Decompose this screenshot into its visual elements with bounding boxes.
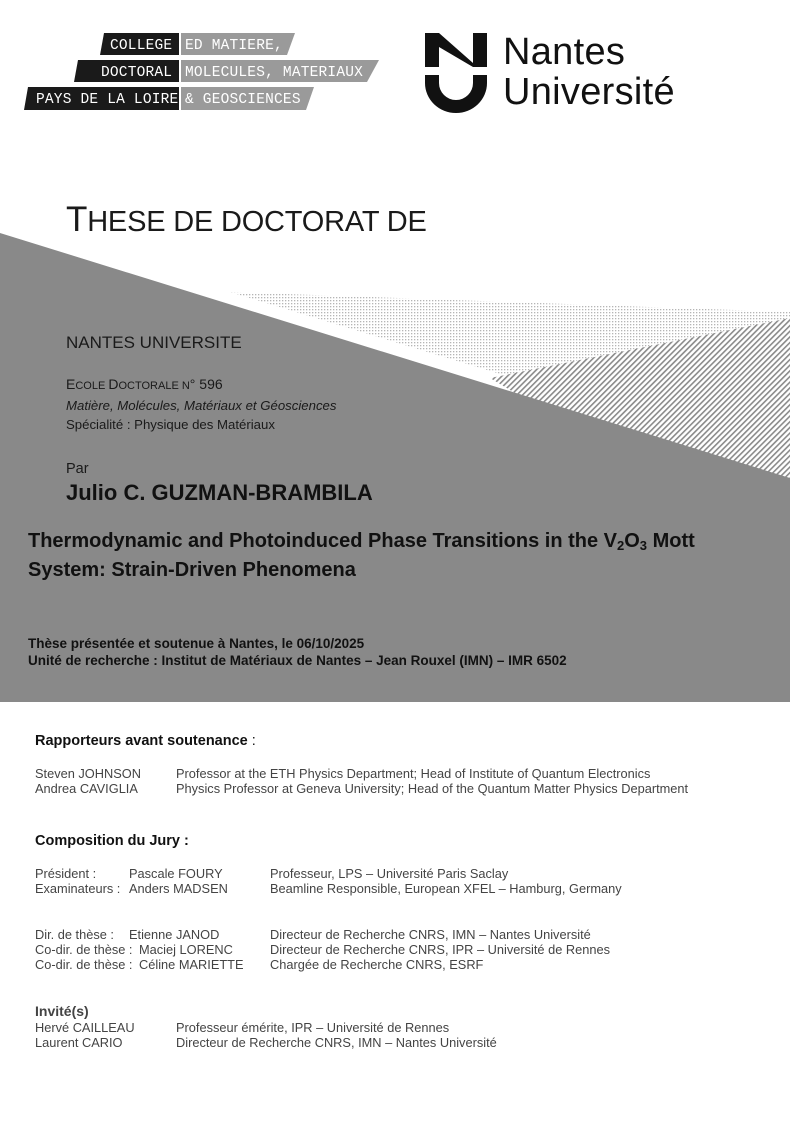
ed-logo-left-line-2: DOCTORAL <box>101 65 173 81</box>
jury-role: Président : <box>35 866 97 881</box>
ed-logo-left-line-1: COLLEGE <box>110 38 173 54</box>
co-director-desc: Directeur de Recherche CNRS, IPR – Université de Rennes <box>270 942 610 957</box>
university-name: NANTES UNIVERSITE <box>66 333 242 352</box>
invite-name: Laurent CARIO <box>35 1035 123 1050</box>
rapporteur-name: Andrea CAVIGLIA <box>35 781 138 796</box>
doctoral-school-name: Matière, Molécules, Matériaux et Géosciences <box>66 398 337 413</box>
doctoral-school-number: ECOLE DOCTORALE N° 596 <box>66 376 223 392</box>
director-desc: Directeur de Recherche CNRS, IMN – Nantes Université <box>270 927 591 942</box>
defense-info <box>28 635 567 669</box>
nantes-universite-icon <box>425 33 491 113</box>
invite-name: Hervé CAILLEAU <box>35 1020 135 1035</box>
co-director-role: Co-dir. de thèse : <box>35 942 133 957</box>
invites-heading: Invité(s) <box>35 1003 89 1019</box>
co-director-role: Co-dir. de thèse : <box>35 957 133 972</box>
rapporteur-desc: Professor at the ETH Physics Department; Head of Institute of Quantum Electronics <box>176 766 651 781</box>
invite-desc: Directeur de Recherche CNRS, IMN – Nantes Université <box>176 1035 497 1050</box>
thesis-heading <box>66 200 427 239</box>
co-director-name: Maciej LORENC <box>139 942 233 957</box>
nantes-logo-line-1: Nantes <box>503 31 626 73</box>
by-label: Par <box>66 461 89 477</box>
author-name: Julio C. GUZMAN-BRAMBILA <box>66 480 373 505</box>
jury-heading: Composition du Jury : <box>35 833 189 849</box>
co-director-desc: Chargée de Recherche CNRS, ESRF <box>270 957 484 972</box>
jury-desc: Beamline Responsible, European XFEL – Hamburg, Germany <box>270 881 622 896</box>
ed-logo-right-line-3: & GEOSCIENCES <box>185 92 301 108</box>
ed-logo-left-line-3: PAYS DE LA LOIRE <box>36 92 179 108</box>
thesis-heading-rest: HESE DE DOCTORAT DE <box>87 206 427 238</box>
rapporteur-name: Steven JOHNSON <box>35 766 141 781</box>
doctoral-school <box>66 375 336 434</box>
thesis-heading-initial: T <box>66 200 88 239</box>
ed-logo-right-line-2: MOLECULES, MATERIAUX <box>185 65 364 81</box>
director-name: Etienne JANOD <box>129 927 220 942</box>
co-director-name: Céline MARIETTE <box>139 957 244 972</box>
jury-role: Examinateurs : <box>35 881 121 896</box>
defense-date: Thèse présentée et soutenue à Nantes, le 06/10/2025 <box>28 636 365 651</box>
director-role: Dir. de thèse : <box>35 927 114 942</box>
rapporteurs-heading: Rapporteurs avant soutenance : <box>35 733 256 749</box>
ed-logo-right-line-1: ED MATIERE, <box>185 38 283 54</box>
nantes-logo-line-2: Université <box>503 71 675 113</box>
jury-name: Anders MADSEN <box>129 881 228 896</box>
research-unit: Unité de recherche : Institut de Matériaux de Nantes – Jean Rouxel (IMN) – IMR 6502 <box>28 653 567 668</box>
jury-name: Pascale FOURY <box>129 866 223 881</box>
invite-desc: Professeur émérite, IPR – Université de Rennes <box>176 1020 450 1035</box>
jury-desc: Professeur, LPS – Université Paris Saclay <box>270 866 509 881</box>
thesis-title: Thermodynamic and Photoinduced Phase Transitions in the $V_2O_3$ Mott System: Strain-Driven Phenomena <box>28 530 695 581</box>
specialty: Spécialité : Physique des Matériaux <box>66 417 275 432</box>
rapporteur-desc: Physics Professor at Geneva University; Head of the Quantum Matter Physics Department <box>176 781 689 796</box>
